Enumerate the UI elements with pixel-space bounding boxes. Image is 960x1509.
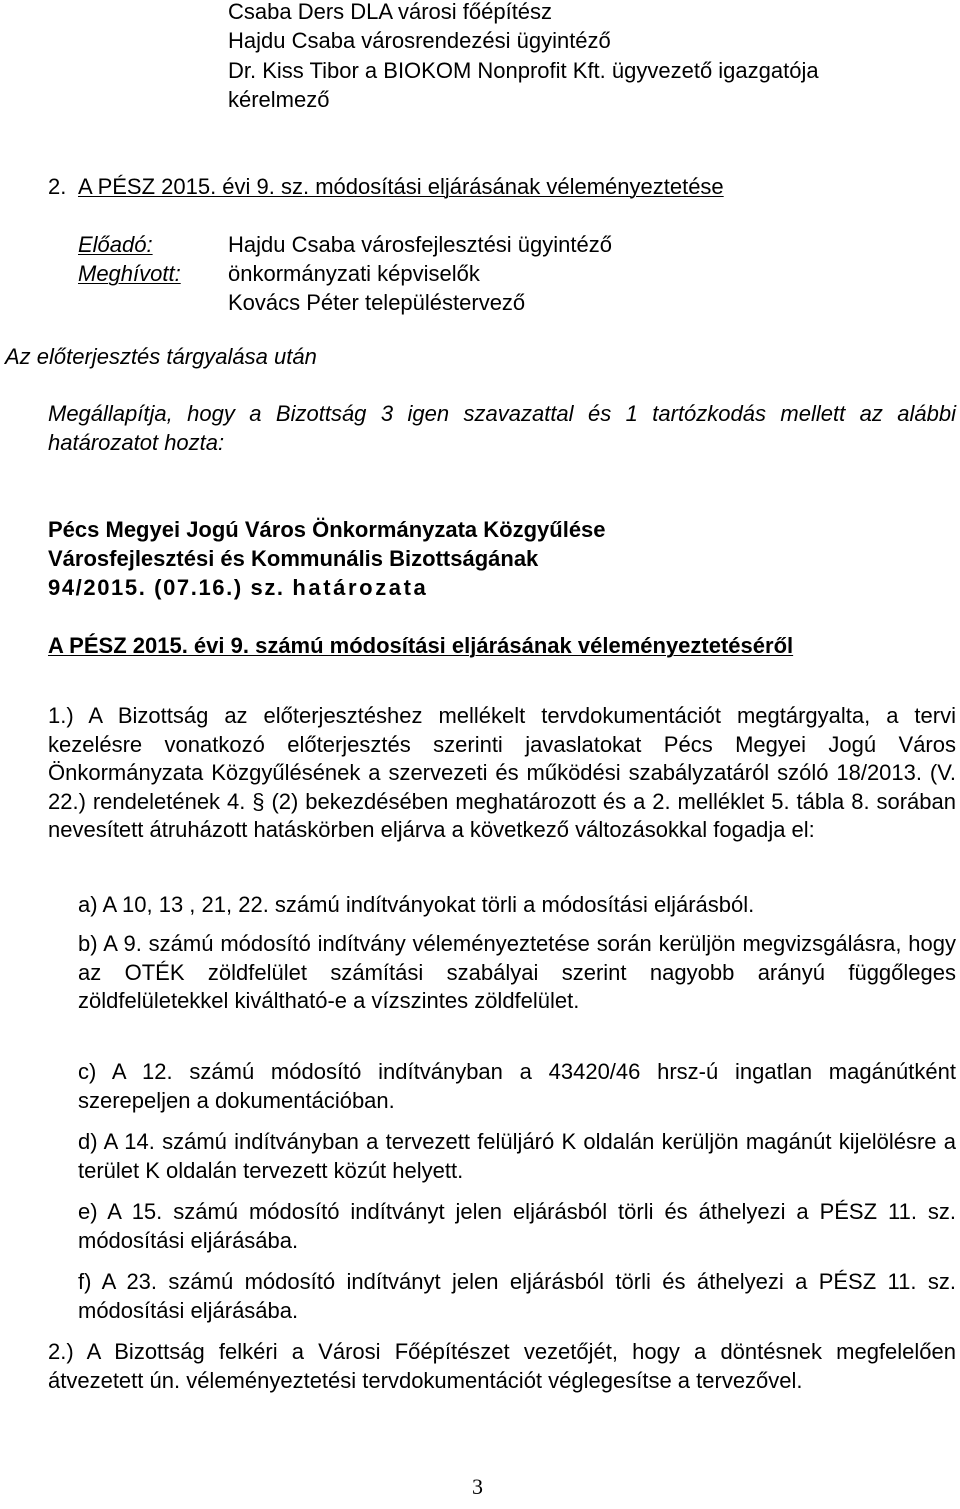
presenter-label: Előadó: bbox=[78, 232, 153, 257]
paragraph-2: 2.) A Bizottság felkéri a Városi Főépítészet vezetőjét, hogy a döntésnek megfelelően átvezetett ún. véleményeztetési tervdokumentációt véglegesítse a tervezővel. bbox=[48, 1339, 956, 1393]
after-discussion-text: Az előterjesztés tárgyalása után bbox=[5, 344, 317, 369]
presenter-value: Hajdu Csaba városfejlesztési ügyintéző bbox=[228, 232, 612, 257]
recipient-line: Csaba Ders DLA városi főépítész bbox=[228, 0, 553, 24]
finding-text: Megállapítja, hogy a Bizottság 3 igen szavazattal és 1 tartózkodás mellett az alábbi határozatot hozta: bbox=[48, 401, 956, 455]
list-item: d) A 14. számú indítványban a tervezett felüljáró K oldalán kerüljön magánút kijelölésre a terület K oldalán tervezett közút helyett. bbox=[78, 1129, 956, 1183]
invited-label: Meghívott: bbox=[78, 261, 181, 286]
list-item: f) A 23. számú módosító indítványt jelen eljárásból törli és áthelyezi a PÉSZ 11. sz. módosítási eljárásába. bbox=[78, 1269, 956, 1323]
list-item: c) A 12. számú módosító indítványban a 43420/46 hrsz-ú ingatlan magánútként szerepeljen a dokumentációban. bbox=[78, 1059, 956, 1113]
agenda-title: A PÉSZ 2015. évi 9. sz. módosítási eljárásának véleményeztetése bbox=[78, 174, 724, 199]
page-number: 3 bbox=[472, 1474, 483, 1499]
invited-value: önkormányzati képviselők bbox=[228, 261, 480, 286]
list-item: e) A 15. számú módosító indítványt jelen eljárásból törli és áthelyezi a PÉSZ 11. sz. módosítási eljárásába. bbox=[78, 1199, 956, 1253]
list-item: a) A 10, 13 , 21, 22. számú indítványokat törli a módosítási eljárásból. bbox=[78, 892, 755, 917]
agenda-number: 2. bbox=[48, 174, 67, 199]
recipient-line: Hajdu Csaba városrendezési ügyintéző bbox=[228, 28, 611, 53]
resolution-committee: Városfejlesztési és Kommunális Bizottságának bbox=[48, 546, 539, 571]
resolution-subject: A PÉSZ 2015. évi 9. számú módosítási eljárásának véleményeztetéséről bbox=[48, 633, 794, 658]
resolution-number: 94/2015. (07.16.) sz. bbox=[48, 575, 285, 600]
list-item: b) A 9. számú módosító indítvány véleményeztetése során kerüljön megvizsgálásra, hogy az OTÉK zöldfelület számítási szabályai szerint nagyobb arányú függőleges zöldfelületekkel kiváltható-e a vízszintes zöldfelület. bbox=[78, 931, 956, 1014]
resolution-body: Pécs Megyei Jogú Város Önkormányzata Közgyűlése bbox=[48, 517, 606, 542]
recipient-line: kérelmező bbox=[228, 87, 330, 112]
paragraph-1: 1.) A Bizottság az előterjesztéshez mellékelt tervdokumentációt megtárgyalta, a tervi kezelésre vonatkozó előterjesztés szerinti javaslatokat Pécs Megyei Jogú Város Önkormányzata Közgyűlésének a szervezeti és működési szabályzatáról szóló 18/2013. (V. 22.) rendeletének 4. § (2) bekezdésében meghatározott és a 2. melléklet 5. tábla 8. sorában nevesített átruházott hatáskörben eljárva a következő változásokkal fogadja el: bbox=[48, 703, 956, 843]
resolution-word: határozata bbox=[292, 575, 429, 600]
resolution-number-line bbox=[48, 574, 428, 602]
invited-value: Kovács Péter településtervező bbox=[228, 290, 526, 315]
recipient-line: Dr. Kiss Tibor a BIOKOM Nonprofit Kft. ügyvezető igazgatója bbox=[228, 58, 819, 83]
